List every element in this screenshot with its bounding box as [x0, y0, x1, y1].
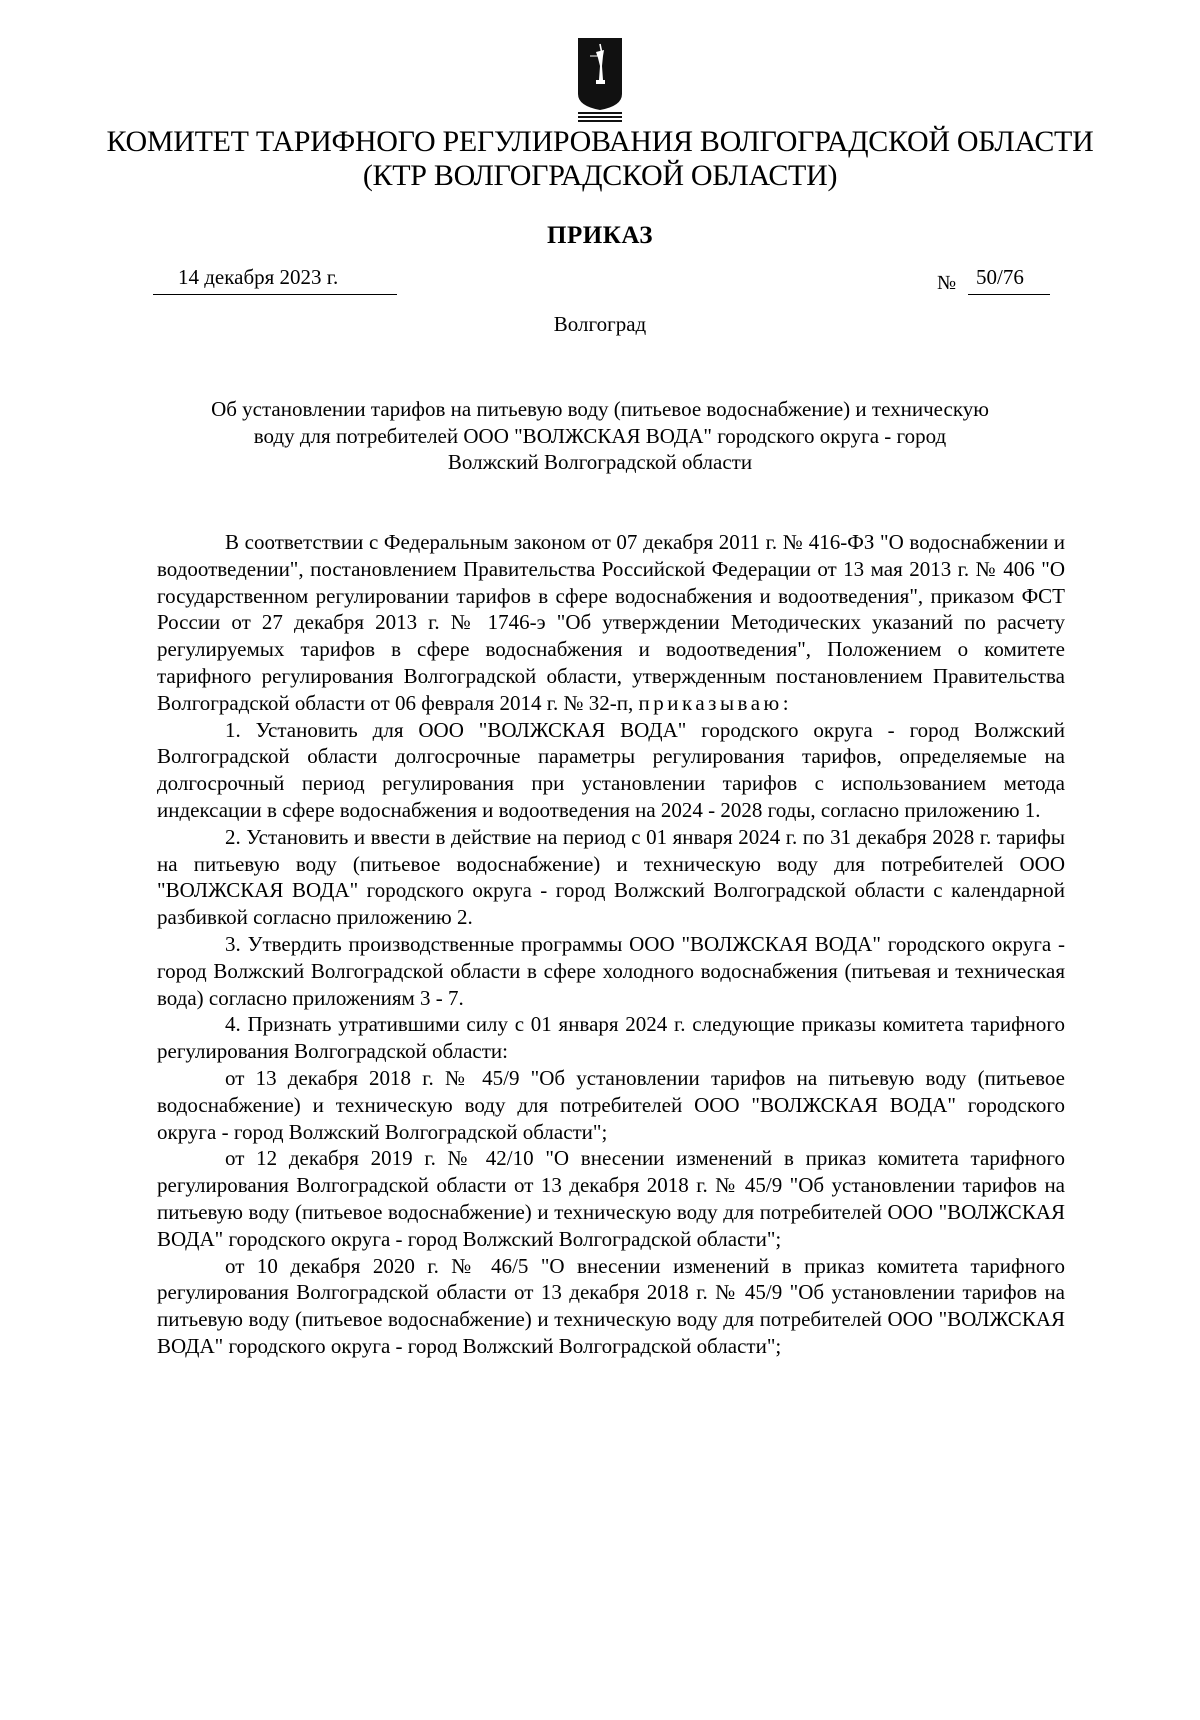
preamble-paragraph: [157, 529, 1065, 717]
subject-line: Об установлении тарифов на питьевую воду (питьевое водоснабжение) и техническую: [211, 397, 989, 421]
order-date-field: [153, 262, 397, 295]
committee-abbreviation: (КТР ВОЛГОГРАДСКОЙ ОБЛАСТИ): [362, 159, 838, 192]
document-title: ПРИКАЗ: [547, 222, 653, 249]
repealed-order-1: от 13 декабря 2018 г. № 45/9 "Об установлении тарифов на питьевую воду (питьевое водоснабжение) и техническую воду для потребителей ООО "ВОЛЖСКАЯ ВОДА" городского округа - город Волжский Волгоградской области";: [157, 1065, 1065, 1144]
order-city: Волгоград: [553, 312, 647, 336]
subject-line: Волжский Волгоградской области: [447, 450, 753, 475]
order-number-field: [968, 262, 1050, 295]
order-number: 50/76: [976, 265, 1024, 289]
order-subject: [150, 396, 1050, 476]
repealed-order-2: от 12 декабря 2019 г. № 42/10 "О внесении изменений в приказ комитета тарифного регулирования Волгоградской области от 13 декабря 2018 г. № 45/9 "Об установлении тарифов на питьевую воду (питьевое водоснабжение) и техническую воду для потребителей ООО "ВОЛЖСКАЯ ВОДА" городского округа - город Волжский Волгоградской области";: [157, 1146, 1065, 1251]
order-item-2: 2. Установить и ввести в действие на период с 01 января 2024 г. по 31 декабря 2028 г. тарифы на питьевую воду (питьевое водоснабжение) и техническую воду для потребителей ООО "ВОЛЖСКАЯ ВОДА" городского округа - город Волжский Волгоградской области с календарной разбивкой согласно приложению 2.: [157, 824, 1065, 930]
preamble-text: В соответствии с Федеральным законом от 07 декабря 2011 г. № 416-ФЗ "О водоснабжении и водоотведении", постановлением Правительства Российской Федерации от 13 мая 2013 г. № 406 "О государственном регулировании тарифов в сфере водоснабжения и водоотведения", приказом ФСТ России от 27 декабря 2013 г. № 1746-э "Об утверждении Методических указаний по расчету регулируемых тарифов в сфере водоснабжения и водоотведения", Положением о комитете тарифного регулирования Волгоградской области, утвержденным постановлением Правительства Волгоградской области от 06 февраля 2014 г. № 32-п,: [157, 530, 1065, 715]
committee-name: КОМИТЕТ ТАРИФНОГО РЕГУЛИРОВАНИЯ ВОЛГОГРАДСКОЙ ОБЛАСТИ: [106, 125, 1094, 158]
order-item-3: 3. Утвердить производственные программы ООО "ВОЛЖСКАЯ ВОДА" городского округа - город Волжский Волгоградской области в сфере холодного водоснабжения (питьевая и техническая вода) согласно приложениям 3 - 7.: [157, 931, 1065, 1010]
repealed-order-3: от 10 декабря 2020 г. № 46/5 "О внесении изменений в приказ комитета тарифного регулирования Волгоградской области от 13 декабря 2018 г. № 45/9 "Об установлении тарифов на питьевую воду (питьевое водоснабжение) и техническую воду для потребителей ООО "ВОЛЖСКАЯ ВОДА" городского округа - город Волжский Волгоградской области";: [157, 1253, 1065, 1358]
order-item-4: 4. Признать утратившими силу с 01 января 2024 г. следующие приказы комитета тарифного регулирования Волгоградской области:: [157, 1012, 1065, 1064]
subject-line: воду для потребителей ООО "ВОЛЖСКАЯ ВОДА" городского округа - город: [253, 423, 947, 448]
volgograd-emblem-icon: [576, 36, 624, 124]
order-number-label: №: [937, 272, 957, 294]
order-item-1: 1. Установить для ООО "ВОЛЖСКАЯ ВОДА" городского округа - город Волжский Волгоградской области долгосрочные параметры регулирования тарифов, определяемые на долгосрочный период регулирования при установлении тарифов с использованием метода индексации в сфере водоснабжения и водоотведения на 2024 - 2028 годы, согласно приложению 1.: [157, 717, 1065, 822]
order-date: 14 декабря 2023 г.: [178, 265, 339, 289]
order-body: [157, 529, 1065, 1360]
decree-word: приказываю:: [638, 690, 793, 715]
